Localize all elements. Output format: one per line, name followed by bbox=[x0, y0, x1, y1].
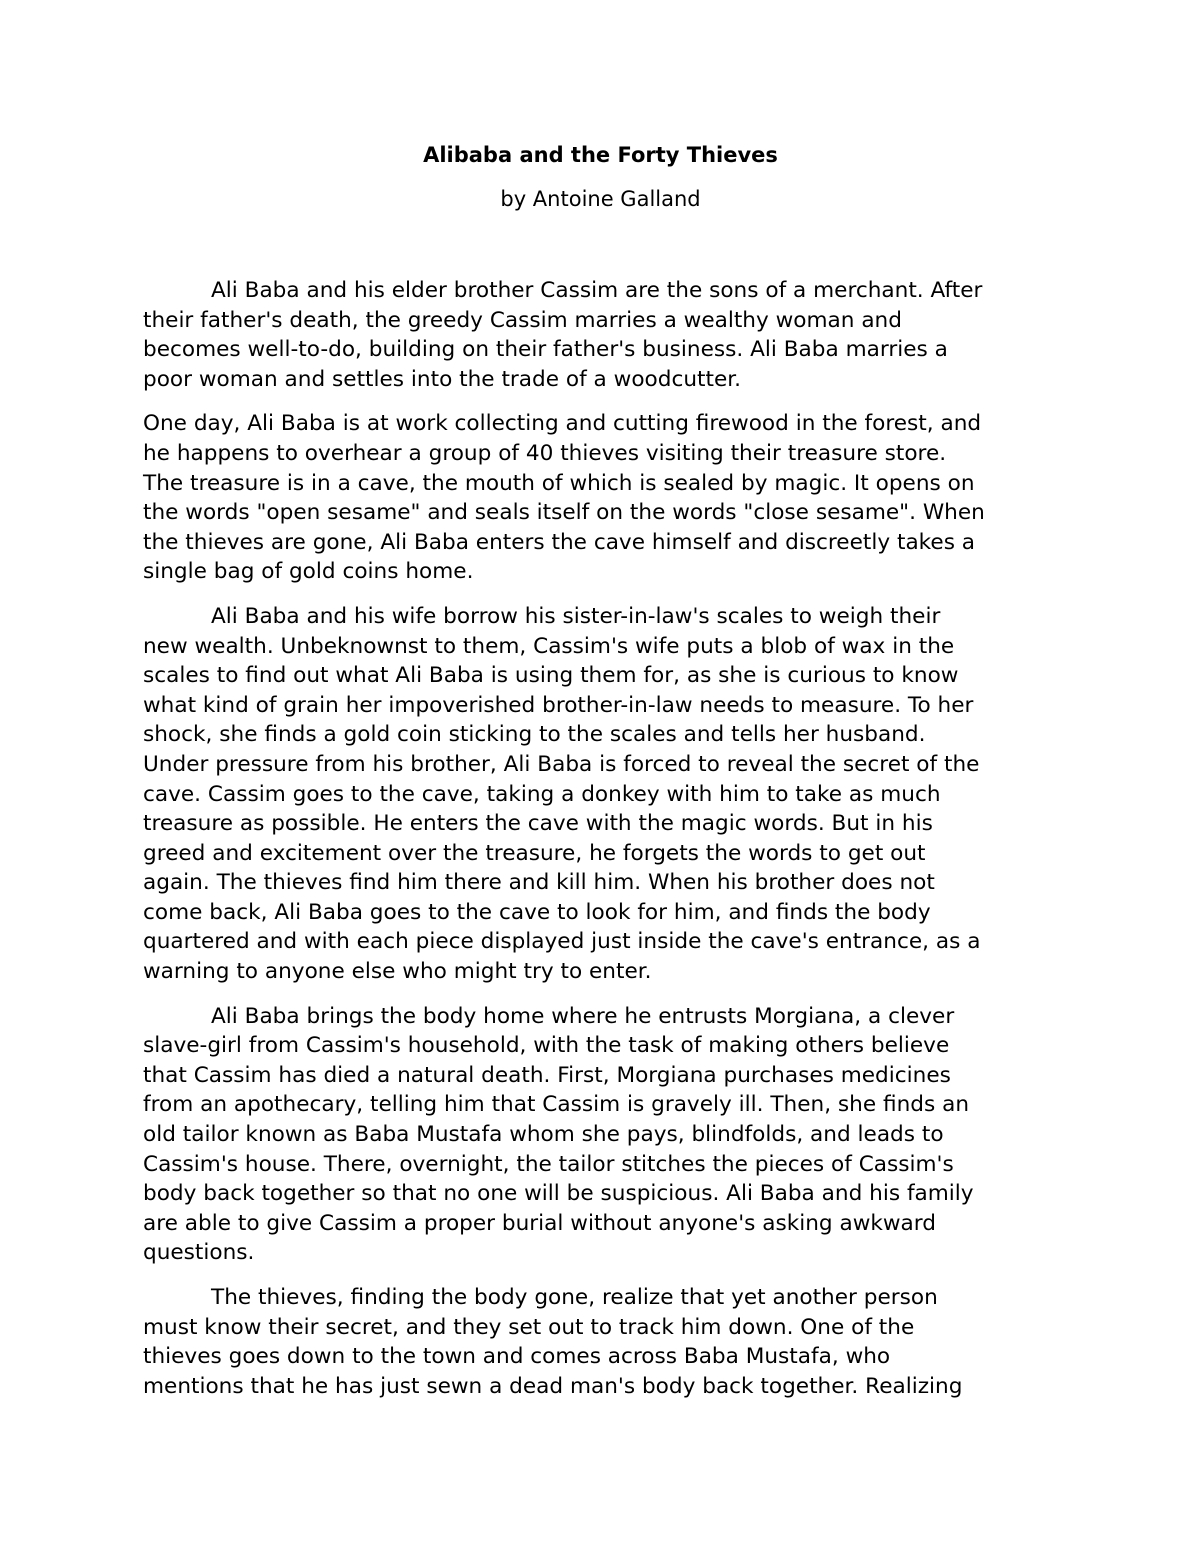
paragraph-line: thieves goes down to the town and comes across Baba Mustafa, who bbox=[143, 1344, 891, 1370]
paragraph bbox=[143, 1283, 1058, 1401]
document-author: by Antoine Galland bbox=[500, 187, 701, 211]
paragraph-line: Cassim's house. There, overnight, the tailor stitches the pieces of Cassim's bbox=[143, 1151, 954, 1177]
paragraph-line: greed and excitement over the treasure, he forgets the words to get out bbox=[143, 840, 926, 866]
paragraph-line: poor woman and settles into the trade of a woodcutter. bbox=[143, 366, 741, 392]
document-title: Alibaba and the Forty Thieves bbox=[423, 143, 778, 167]
document-page bbox=[143, 140, 1058, 1416]
paragraph-line: mentions that he has just sewn a dead man's body back together. Realizing bbox=[143, 1373, 963, 1399]
paragraph-line: The thieves, finding the body gone, realize that yet another person bbox=[211, 1285, 938, 1310]
paragraph-line: their father's death, the greedy Cassim marries a wealthy woman and bbox=[143, 307, 902, 333]
paragraph-line: Ali Baba and his elder brother Cassim are the sons of a merchant. After bbox=[211, 278, 983, 303]
paragraph-line: becomes well-to-do, building on their father's business. Ali Baba marries a bbox=[143, 337, 948, 363]
paragraph bbox=[143, 1002, 1058, 1268]
document-body bbox=[143, 276, 1058, 1401]
paragraph-line: he happens to overhear a group of 40 thieves visiting their treasure store. bbox=[143, 440, 947, 466]
paragraph-line: old tailor known as Baba Mustafa whom she pays, blindfolds, and leads to bbox=[143, 1122, 944, 1148]
paragraph-line: what kind of grain her impoverished brother-in-law needs to measure. To her bbox=[143, 692, 974, 718]
paragraph-line: body back together so that no one will be suspicious. Ali Baba and his family bbox=[143, 1181, 974, 1207]
paragraph bbox=[143, 276, 1058, 394]
paragraph-line: questions. bbox=[143, 1240, 255, 1266]
paragraph bbox=[143, 602, 1058, 987]
paragraph bbox=[143, 409, 1058, 587]
paragraph-line: that Cassim has died a natural death. First, Morgiana purchases medicines bbox=[143, 1062, 951, 1088]
paragraph-line: slave-girl from Cassim's household, with the task of making others believe bbox=[143, 1033, 950, 1059]
paragraph-line: The treasure is in a cave, the mouth of which is sealed by magic. It opens on bbox=[143, 470, 975, 496]
paragraph-line: Under pressure from his brother, Ali Baba is forced to reveal the secret of the bbox=[143, 751, 980, 777]
paragraph-line: warning to anyone else who might try to enter. bbox=[143, 959, 652, 985]
paragraph-line: the thieves are gone, Ali Baba enters the cave himself and discreetly takes a bbox=[143, 529, 976, 555]
paragraph-line: Ali Baba and his wife borrow his sister-in-law's scales to weigh their bbox=[211, 603, 941, 629]
paragraph-line: are able to give Cassim a proper burial without anyone's asking awkward bbox=[143, 1210, 936, 1236]
paragraph-line: shock, she finds a gold coin sticking to the scales and tells her husband. bbox=[143, 722, 926, 748]
paragraph-line: must know their secret, and they set out to track him down. One of the bbox=[143, 1314, 915, 1340]
paragraph-line: cave. Cassim goes to the cave, taking a donkey with him to take as much bbox=[143, 781, 941, 807]
paragraph-line: quartered and with each piece displayed just inside the cave's entrance, as a bbox=[143, 929, 981, 955]
paragraph-line: from an apothecary, telling him that Cassim is gravely ill. Then, she finds an bbox=[143, 1092, 970, 1118]
paragraph-line: the words "open sesame" and seals itself on the words "close sesame". When bbox=[143, 500, 985, 526]
paragraph-line: new wealth. Unbeknownst to them, Cassim's wife puts a blob of wax in the bbox=[143, 633, 955, 659]
paragraph-line: treasure as possible. He enters the cave with the magic words. But in his bbox=[143, 811, 933, 837]
paragraph-line: Ali Baba brings the body home where he entrusts Morgiana, a clever bbox=[211, 1003, 955, 1029]
paragraph-line: One day, Ali Baba is at work collecting and cutting firewood in the forest, and bbox=[143, 411, 982, 437]
paragraph-line: again. The thieves find him there and kill him. When his brother does not bbox=[143, 870, 935, 896]
paragraph-line: single bag of gold coins home. bbox=[143, 559, 474, 585]
paragraph-line: scales to find out what Ali Baba is using them for, as she is curious to know bbox=[143, 663, 959, 689]
paragraph-line: come back, Ali Baba goes to the cave to look for him, and finds the body bbox=[143, 899, 931, 925]
